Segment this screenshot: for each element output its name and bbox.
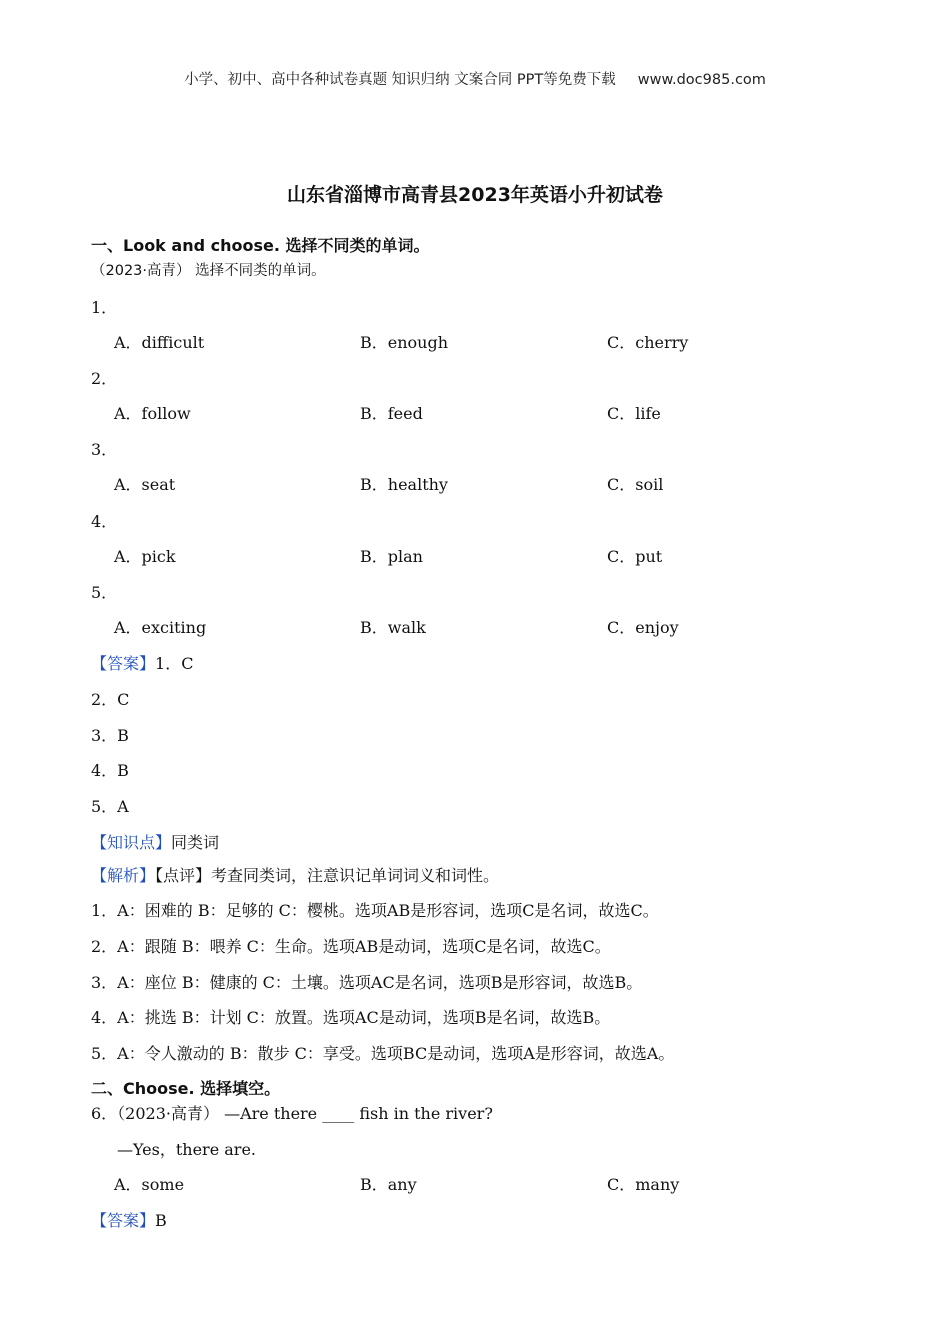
- knowledge-value: 同类词: [171, 833, 220, 852]
- option-c: C．many: [607, 1175, 680, 1194]
- page-title: 山东省淄博市高青县2023年英语小升初试卷: [287, 184, 663, 206]
- question-6: 6．（2023·高青） —Are there ____ fish in the river?: [91, 1104, 493, 1123]
- option-b: B．enough: [360, 333, 449, 352]
- answer-value: 2．C: [91, 690, 130, 709]
- analysis-tag: 【解析】: [91, 866, 156, 885]
- option-a: A．some: [114, 1175, 185, 1194]
- answer-tag: 【答案】: [91, 654, 156, 673]
- question-number: 3．: [91, 440, 118, 459]
- option-b: B．any: [360, 1175, 417, 1194]
- option-b: B．feed: [360, 404, 423, 423]
- option-a: A．follow: [114, 404, 191, 423]
- answer-value: 4．B: [91, 761, 129, 780]
- option-a: A．difficult: [114, 333, 205, 352]
- option-b: B．healthy: [360, 475, 448, 494]
- answer-value: B: [155, 1211, 167, 1230]
- option-c: C．put: [607, 547, 663, 566]
- answer-value: 5．A: [91, 797, 129, 816]
- explanation-line: 2．A：跟随 B：喂养 C：生命。选项AB是动词，选项C是名词，故选C。: [91, 937, 611, 956]
- option-b: B．plan: [360, 547, 423, 566]
- explanation-line: 3．A：座位 B：健康的 C：土壤。选项AC是名词，选项B是形容词，故选B。: [91, 973, 643, 992]
- section2-heading: 二、Choose. 选择填空。: [91, 1079, 281, 1098]
- question-number: 1．: [91, 298, 118, 317]
- header-site: www.doc985.com: [637, 72, 766, 88]
- answer-value: 1．C: [155, 654, 194, 673]
- section1-intro: （2023·高青） 选择不同类的单词。: [91, 263, 326, 279]
- page-header: [0, 68, 950, 89]
- option-a: A．seat: [114, 475, 176, 494]
- option-a: A．pick: [114, 547, 176, 566]
- analysis-text: 【点评】考查同类词，注意识记单词词义和词性。: [155, 866, 500, 885]
- answer-line: [91, 1208, 167, 1231]
- explanation-line: 5．A：令人激动的 B：散步 C：享受。选项BC是动词，选项A是形容词，故选A。: [91, 1044, 675, 1063]
- question-number: 4．: [91, 512, 118, 531]
- answer-line: [91, 651, 193, 674]
- explanation-line: 4．A：挑选 B：计划 C：放置。选项AC是动词，选项B是名词，故选B。: [91, 1008, 611, 1027]
- option-c: C．life: [607, 404, 661, 423]
- option-a: A．exciting: [114, 618, 207, 637]
- answer-value: 3．B: [91, 726, 129, 745]
- option-c: C．cherry: [607, 333, 689, 352]
- section1-heading: 一、Look and choose. 选择不同类的单词。: [91, 236, 430, 255]
- explanation-line: 1．A：困难的 B：足够的 C：樱桃。选项AB是形容词，选项C是名词，故选C。: [91, 901, 659, 920]
- option-c: C．soil: [607, 475, 664, 494]
- question-number: 2．: [91, 369, 118, 388]
- answer-tag: 【答案】: [91, 1211, 156, 1230]
- knowledge-line: [91, 830, 219, 853]
- option-c: C．enjoy: [607, 618, 679, 637]
- question-6-reply: —Yes，there are.: [117, 1140, 257, 1159]
- header-text: 小学、初中、高中各种试卷真题 知识归纳 文案合同 PPT等免费下载: [184, 72, 616, 88]
- option-b: B．walk: [360, 618, 426, 637]
- question-number: 5．: [91, 583, 118, 602]
- analysis-line: [91, 863, 499, 886]
- knowledge-tag: 【知识点】: [91, 833, 172, 852]
